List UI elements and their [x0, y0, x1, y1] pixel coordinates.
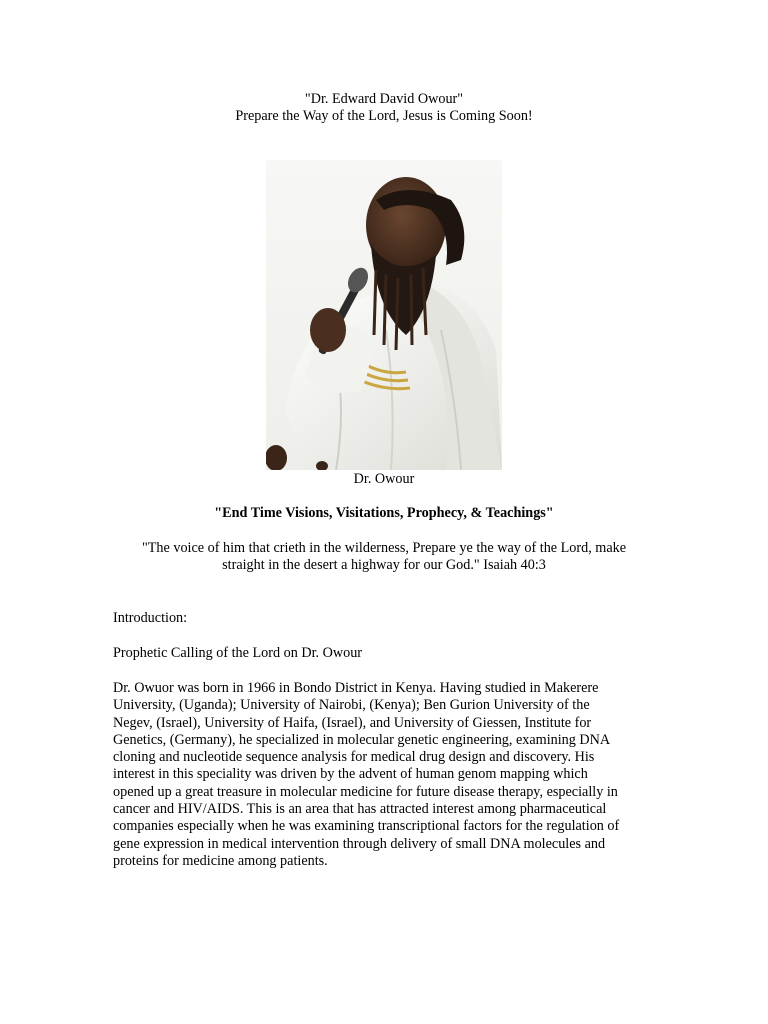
section-heading-introduction: Introduction:	[113, 610, 188, 626]
paragraph-line: Negev, (Israel), University of Haifa, (Israel), and University of Giessen, Institute for	[113, 714, 592, 731]
paragraph-line: proteins for medicine among patients.	[113, 852, 328, 869]
section-heading-calling: Prophetic Calling of the Lord on Dr. Owour	[113, 645, 363, 661]
paragraph-line: cancer and HIV/AIDS. This is an area that has attracted interest among pharmaceutical	[113, 801, 607, 818]
paragraph-line: opened up a great treasure in molecular medicine for future disease therapy, especially in	[113, 783, 618, 800]
paragraph-line: interest in this speciality was driven by the advent of human genom mapping which	[113, 766, 588, 783]
paragraph-line: cloning and nucleotide sequence analysis for medical drug design and discovery. His	[113, 749, 595, 766]
paragraph-line: companies especially when he was examining transcriptional factors for the regulation of	[113, 818, 620, 835]
biography-paragraph	[113, 680, 658, 870]
portrait-illustration	[266, 160, 502, 470]
photo-caption: Dr. Owour	[353, 471, 415, 487]
portrait-photo	[266, 160, 502, 470]
document-subtitle: "End Time Visions, Visitations, Prophecy, & Teachings"	[214, 505, 554, 521]
document-title-name: "Dr. Edward David Owour"	[304, 91, 464, 107]
quote-line: "The voice of him that crieth in the wilderness, Prepare ye the way of the Lord, make	[141, 540, 627, 556]
paragraph-line: gene expression in medical intervention through delivery of small DNA molecules and	[113, 835, 606, 852]
quote-line: straight in the desert a highway for our God." Isaiah 40:3	[222, 557, 546, 573]
paragraph-line: Genetics, (Germany), he specialized in molecular genetic engineering, examining DNA	[113, 731, 611, 748]
paragraph-line: University, (Uganda); University of Nairobi, (Kenya); Ben Gurion University of the	[113, 697, 590, 714]
document-title-tagline: Prepare the Way of the Lord, Jesus is Coming Soon!	[235, 108, 533, 124]
paragraph-line: Dr. Owuor was born in 1966 in Bondo District in Kenya. Having studied in Makerere	[113, 680, 599, 696]
scripture-quote	[0, 540, 768, 574]
